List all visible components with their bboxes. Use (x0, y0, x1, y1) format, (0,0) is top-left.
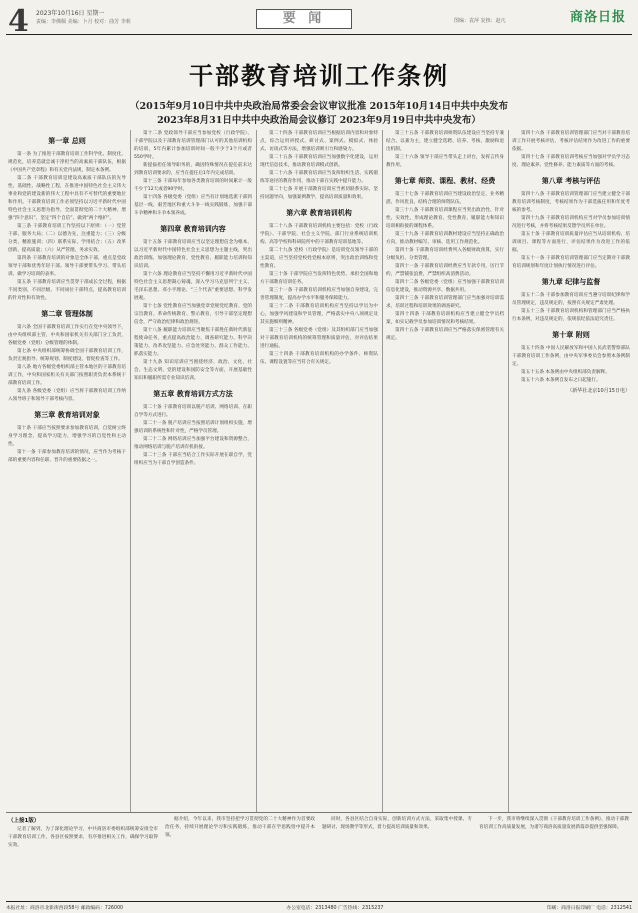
article-paragraph: 第十条 干部应当按照要求参加教育培训，自觉树立终身学习理念，提高学习能力，增强学习的自觉性和主动性。 (8, 426, 126, 447)
article-paragraph: 第二十九条 党校（行政学院）是培训党员领导干部的主渠道，应当坚持党校姓党根本原则，突出政治训练和党性教育。 (260, 248, 378, 269)
section-label: 要 闻 (256, 9, 352, 29)
article-paragraph: 第四十条 干部教育培训经费列入各级财政预算，实行分级负担、分类管理。 (386, 248, 504, 261)
article-body (8, 130, 630, 812)
chapter-heading: 第三章 教育培训对象 (34, 411, 100, 419)
article-paragraph: 第四十八条 干部教育培训管理部门应当建立健全干部教育培训考核制度，考核结果作为干部选拔任用和年度考核的参考。 (512, 192, 630, 213)
article-paragraph: 第五十一条 干部教育培训管理部门应当定期对干部教育培训规划和年度计划执行情况进行评估。 (512, 256, 630, 269)
date-line: 2023年10月16日 星期一 (36, 10, 105, 17)
chapter-heading: 第二章 管理体制 (41, 310, 93, 318)
continued-paragraph: 下一步，我市将继续深入贯彻《干部教育培训工作条例》，推动干部教育培训工作高质量发展，为谱写商洛高质量发展新篇章提供坚强保障。 (479, 817, 629, 830)
article-paragraph: 第三条 干部教育培训工作坚持以下原则：（一）党管干部、服务大局；（二）以德为先、注重能力；（三）分级分类、精准施训；（四）联系实际、学用结合；（五）改革创新、提高质量；（六）从严管理、务求实效。 (8, 224, 126, 253)
editors-right: 图编：袁萍 复核：赵凡 (454, 18, 506, 24)
article-paragraph: 第四十一条 干部教育培训经费应当专款专用，厉行节约，严禁铺张浪费，严禁组织高消费活动。 (386, 264, 504, 277)
article-paragraph: 第十一条 干部参加教育培训的情况，应当作为考核干部的重要内容和任职、晋升的重要依据之一。 (8, 450, 126, 463)
chapter-heading: 第七章 师资、课程、教材、经费 (394, 177, 496, 185)
article-paragraph: 第四十二条 各级党委（党组）应当加强干部教育培训信息化建设，推动资源共享、数据共用。 (386, 280, 504, 293)
headline: 干部教育培训工作条例 (189, 61, 449, 90)
article-paragraph: 第四十三条 干部教育培训管理部门应当加强对培训需求、培训过程和培训效果的调查研究。 (386, 296, 504, 309)
article-signoff: （新华社北京10月15日电） (567, 388, 630, 394)
article-paragraph: 第三十四条 干部教育培训机构的办学条件、师资队伍、课程设置等应当符合有关规定。 (260, 352, 378, 365)
masthead-rule (6, 34, 632, 35)
page-footer (6, 901, 632, 911)
article-paragraph: 第五十三条 干部教育培训机构和管理部门应当严格执行本条例，对违反规定的，依规依纪依法追究责任。 (512, 309, 630, 322)
article-paragraph: 第二十六条 干部教育培训应当发挥组织生活、实践锻炼等途径的教育作用，推动干部在实践中提升能力。 (260, 171, 378, 184)
article-paragraph: 第八条 地方各级党委组织部主管本地区的干部教育培训工作，中央和国家机关有关部门按照职责负责本系统干部教育培训工作。 (8, 365, 126, 386)
article-paragraph: 第五十五条 本条例由中央组织部负责解释。 (521, 370, 610, 375)
article-paragraph: 第三十五条 干部教育培训师资队伍建设应当坚持专兼结合、以兼为主，建立健全选聘、培养、考核、激励和退出机制。 (386, 131, 504, 152)
article-column (260, 130, 378, 812)
article-paragraph: 第二十八条 干部教育培训机构主要包括：党校（行政学院）、干部学院、社会主义学院、部门行业系统培训机构、高等学校和科研院所中的干部教育培训基地等。 (260, 224, 378, 245)
footer-address: 本报社址：商洛市北新街西段58号 邮政编码：726000 (6, 906, 124, 911)
article-paragraph: 第十六条 理论教育应当坚持不懈用习近平新时代中国特色社会主义思想凝心铸魂，深入学习马克思列宁主义、毛泽东思想、邓小平理论、“三个代表”重要思想、科学发展观。 (134, 272, 252, 301)
continued-title: （上接1版） (8, 818, 40, 824)
article-paragraph: 第十三条 干部每年参加各类教育培训的时间累计一般不少于12天或者90学时。 (134, 179, 252, 192)
chapter-heading: 第五章 教育培训方式方法 (153, 390, 233, 398)
article-paragraph: 第五条 干部教育培训应当贯穿干部成长全过程，根据不同类别、不同层级、不同岗位干部特点，提高教育培训的针对性和有效性。 (8, 280, 126, 301)
article-paragraph: 第三十三条 各级党委（党组）及其组织部门应当加强对干部教育培训机构的统筹管理和质量评估，对评估结果进行通报。 (260, 328, 378, 349)
masthead (0, 0, 638, 40)
article-paragraph: 第三十条 干部学院应当发挥特色优势，承担全国和地方干部教育培训任务。 (260, 272, 378, 285)
column-separator (256, 130, 257, 812)
subtitle-1: （2015年9月10日中共中央政治局常委会会议审议批准 2015年10月14日中共中央发布 (130, 101, 508, 112)
article-paragraph: 第四十九条 干部教育培训机构应当对学员参加培训情况进行考核，并将考核结果反馈学员所在单位。 (512, 216, 630, 229)
article-paragraph: 第二十二条 网络培训应当加强平台建设和资源整合，推动网络培训与脱产培训有机衔接。 (134, 437, 252, 450)
article-paragraph: 第二十七条 开展干部教育培训应当密切联系实际，坚持问题导向，加强案例教学，提高培训质量和效果。 (260, 187, 378, 200)
article-paragraph: 第四条 干部教育培训的对象是全体干部，重点是党政领导干部和优秀年轻干部。领导干部要带头学习、带头培训、做学习培训的表率。 (8, 256, 126, 277)
article-paragraph: 第十五条 干部教育培训应当以坚定理想信念为根本，以习近平新时代中国特色社会主义思想为主题主线，突出政治训练，加强理论教育、党性教育、履职能力培训和知识培训。 (134, 240, 252, 269)
newspaper-logo: 商洛日报 (569, 10, 626, 25)
continued-column (8, 816, 158, 896)
continued-article (8, 816, 630, 896)
chapter-heading: 第四章 教育培训内容 (160, 225, 226, 233)
article-paragraph: 第四十五条 干部教育培训应当严格落实保密管理有关规定。 (386, 328, 504, 341)
article-paragraph: 第二十一条 脱产培训应当按照培训计划组织实施，增强培训的系统性和针对性，严格学员管理。 (134, 421, 252, 434)
continued-paragraph: 记者了解到，为了深化理论学习，中共商洛市委组织部统筹安排全市干部教育培训工作，各县区按照要求，有序推进相关工作，确保学习取得实效。 (8, 827, 158, 848)
article-paragraph: 第十七条 党性教育应当加强党章党规党纪教育、党的宗旨教育、革命传统教育、警示教育，引导干部坚定理想信念，严守政治纪律和政治规矩。 (134, 304, 252, 325)
article-paragraph: 第七条 中央组织部统筹协调全国干部教育培训工作，负责宏观指导、统筹规划、制度建设、督促检查等工作。 (8, 349, 126, 362)
column-separator (130, 130, 131, 812)
continued-column (165, 816, 315, 896)
continued-column (322, 816, 472, 896)
article-paragraph: 第五十六条 本条例自发布之日起施行。 (521, 378, 601, 383)
chapter-heading: 第六章 教育培训机构 (286, 209, 352, 217)
article-paragraph: 第二十三条 干部应当结合工作实际开展在职自学，党组织应当为干部自学创造条件。 (134, 453, 252, 466)
article-paragraph: 第十八条 履职能力培训应当聚焦干部胜任新时代新征程使命任务，重点提高政治能力、调查研究能力、科学决策能力、改革攻坚能力、应急处突能力、群众工作能力、抓落实能力。 (134, 328, 252, 357)
article-paragraph: 第五十四条 中国人民解放军和中国人民武装警察部队干部教育培训工作条例，由中央军事委员会参照本条例制定。 (512, 346, 630, 367)
article-column (386, 130, 504, 812)
article-paragraph: 第三十九条 干部教育培训教材建设应当坚持正确政治方向，推动教材编写、审核、选用工作规范化。 (386, 232, 504, 245)
article-paragraph: 第三十二条 干部教育培训机构应当坚持以学员为中心，加强学风建设和学员管理，严格落实中央八项规定及其实施细则精神。 (260, 304, 378, 325)
chapter-heading: 第十章 附则 (552, 331, 590, 339)
article-paragraph: 第十二条 党政领导干部应当参加党校（行政学院）、干部学院以及干部教育培训管理部门认可的其他培训机构的培训，5年内累计参加培训时间一般不少于3个月或者550学时。 (134, 131, 252, 160)
chapter-heading: 第一章 总则 (48, 137, 86, 145)
article-paragraph: 第三十六条 领导干部应当带头走上讲台，发挥言传身教作用。 (386, 155, 504, 168)
article-paragraph: 第十四条 各级党委（党组）应当有计划地选派干部到基层一线、艰苦地区和重大斗争一线实践锻炼，加强干部斗争精神和斗争本领养成。 (134, 195, 252, 216)
article-column (512, 130, 630, 812)
article-paragraph: 第五十二条 干部参加教育培训应当遵守培训纪律和学员管理规定，违反规定的，按照有关规定严肃处理。 (512, 293, 630, 306)
article-column (134, 130, 252, 812)
article-paragraph: 第十九条 知识培训应当围绕经济、政治、文化、社会、生态文明、党的建设和国防安全等方面，开展基础性知识和履职所需专业知识培训。 (134, 360, 252, 381)
chapter-heading: 第九章 纪律与监督 (541, 278, 601, 286)
article-paragraph: 第四十四条 干部教育培训机构应当建立健全学员档案，如实记载学员参加培训情况和考核结果。 (386, 312, 504, 325)
article-paragraph: 第五十条 干部教育培训质量评估应当从培训机构、培训项目、课程等方面进行，评估结果作为改进工作的依据。 (512, 232, 630, 253)
editor-line: 责编：李佛佩 美编：卜月 校对：曲芳 李莉 (36, 19, 131, 25)
article-paragraph: 第四十七条 干部教育培训考核应当加强对学员学习态度、理论素养、党性修养、能力素质等方面的考核。 (512, 155, 630, 168)
article-paragraph: 第二十五条 干部教育培训应当加强数字化建设，运用现代信息技术，推动教育培训模式创新。 (260, 155, 378, 168)
article-paragraph: 第二十条 干部教育培训以脱产培训、网络培训、在职自学等方式进行。 (134, 405, 252, 418)
article-paragraph: 第六条 全国干部教育培训工作实行在党中央领导下，由中央组织部主管，中央和国家机关有关部门分工负责，各级党委（党组）分级管理的体制。 (8, 325, 126, 346)
article-paragraph: 新提拔担任领导职务的，确因特殊情况在提任前未达到教育培训要求的，应当在提任后1年内完成培训。 (134, 163, 252, 176)
article-paragraph: 第三十八条 干部教育培训课程应当突出政治性、针对性、实效性，形成理论教育、党性教育、履职能力和知识培训相衔接的课程体系。 (386, 208, 504, 229)
column-separator (508, 130, 509, 812)
continued-paragraph: 同时，各县区结合自身实际，创新培训方式方法，采取集中授课、专题研讨、现场教学等形式，着力提高培训质量和效果。 (322, 817, 472, 830)
continued-paragraph: 据介绍，今年以来，我市坚持把学习贯彻党的二十大精神作为首要政治任务，持续开展理论学习和实践锻炼，推动干部在学思践悟中提升本领。 (165, 817, 315, 838)
article-paragraph: 第三十七条 干部教育培训应当建设政治坚定、业务精湛、作风优良、结构合理的师资队伍。 (386, 192, 504, 205)
article-paragraph: 第四十六条 干部教育培训管理部门应当对干部教育培训工作开展考核评估，考核评估结果作为改进工作的重要依据。 (512, 131, 630, 152)
article-paragraph: 第二条 干部教育培训是建设高素质干部队伍的先导性、基础性、战略性工程，在推进中国特色社会主义伟大事业和党的建设新的伟大工程中具有不可替代的重要地位和作用。干部教育培训工作必须坚持以习近平新时代中国特色社会主义思想为指导，全面贯彻党的二十大精神，增强“四个意识”、坚定“四个自信”、做到“两个维护”。 (8, 176, 126, 221)
article-paragraph: 第二十四条 干部教育培训应当根据培训内容和对象特点，综合运用讲授式、研讨式、案例式、模拟式、体验式、访谈式等方法，增强培训吸引力和感染力。 (260, 131, 378, 152)
page-number: 4 (8, 4, 29, 39)
article-paragraph: 第三十一条 干部教育培训机构应当加强自身建设，完善管理制度，提高办学水平和服务保障能力。 (260, 288, 378, 301)
article-column (8, 130, 126, 812)
footer-printer: 印刷：商洛日报印刷厂 电话：2312541 (546, 906, 632, 911)
footer-phone: 办公室电话：2313480 广告热线：2315237 (286, 906, 384, 911)
column-separator (382, 130, 383, 812)
article-paragraph: 第九条 各级党委（党组）应当将干部教育培训工作纳入领导班子和领导干部考核内容。 (8, 389, 126, 402)
continued-column (479, 816, 629, 896)
subtitle-2: 2023年8月31日中共中央政治局会议修订 2023年9月19日中共中央发布） (157, 115, 481, 126)
article-paragraph: 第一条 为了推进干部教育培训工作科学化、制度化、规范化，培养造就忠诚干净担当的高素质干部队伍，根据《中国共产党章程》和有关党内法规，制定本条例。 (8, 152, 126, 173)
chapter-heading: 第八章 考核与评估 (541, 177, 601, 185)
section-divider (6, 812, 632, 813)
